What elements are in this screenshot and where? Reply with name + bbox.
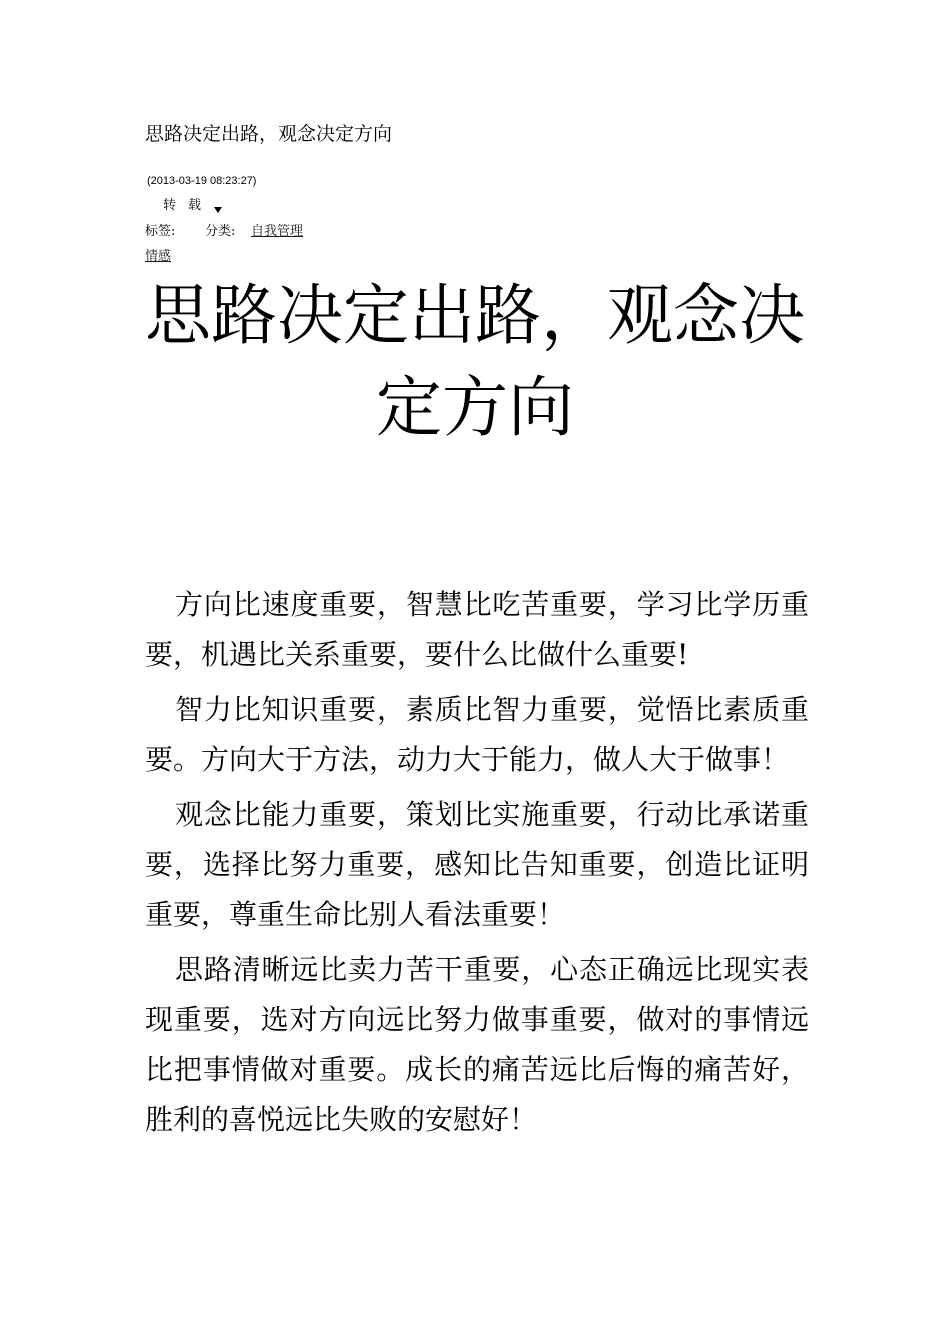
article-body xyxy=(145,580,809,1150)
paragraph-2: 智力比知识重要，素质比智力重要，觉悟比素质重要。方向大于方法，动力大于能力，做人大于做事！ xyxy=(145,693,809,776)
tag-link[interactable]: 情感 xyxy=(145,249,172,264)
repost-button[interactable]: 转载 xyxy=(163,198,214,213)
category-label: 分类: xyxy=(205,224,236,239)
dropdown-arrow-icon[interactable] xyxy=(214,207,222,213)
page-title: 思路决定出路，观念决定方向 xyxy=(145,123,393,145)
tags-label: 标签: xyxy=(145,224,176,239)
paragraph-1: 方向比速度重要，智慧比吃苦重要，学习比学历重要，机遇比关系重要，要什么比做什么重要! xyxy=(145,588,809,671)
article-title: 思路决定出路，观念决定方向 xyxy=(145,277,805,446)
paragraph-4: 思路清晰远比卖力苦干重要，心态正确远比现实表现重要，选对方向远比努力做事重要，做对的事情远比把事情做对重要。成长的痛苦远比后悔的痛苦好，胜利的喜悦远比失败的安慰好！ xyxy=(145,953,809,1136)
category-link[interactable]: 自我管理 xyxy=(251,224,304,239)
post-date: (2013-03-19 08:23:27) xyxy=(147,175,257,187)
paragraph-3: 观念比能力重要，策划比实施重要，行动比承诺重要，选择比努力重要，感知比告知重要，创造比证明重要，尊重生命比别人看法重要！ xyxy=(145,798,809,931)
